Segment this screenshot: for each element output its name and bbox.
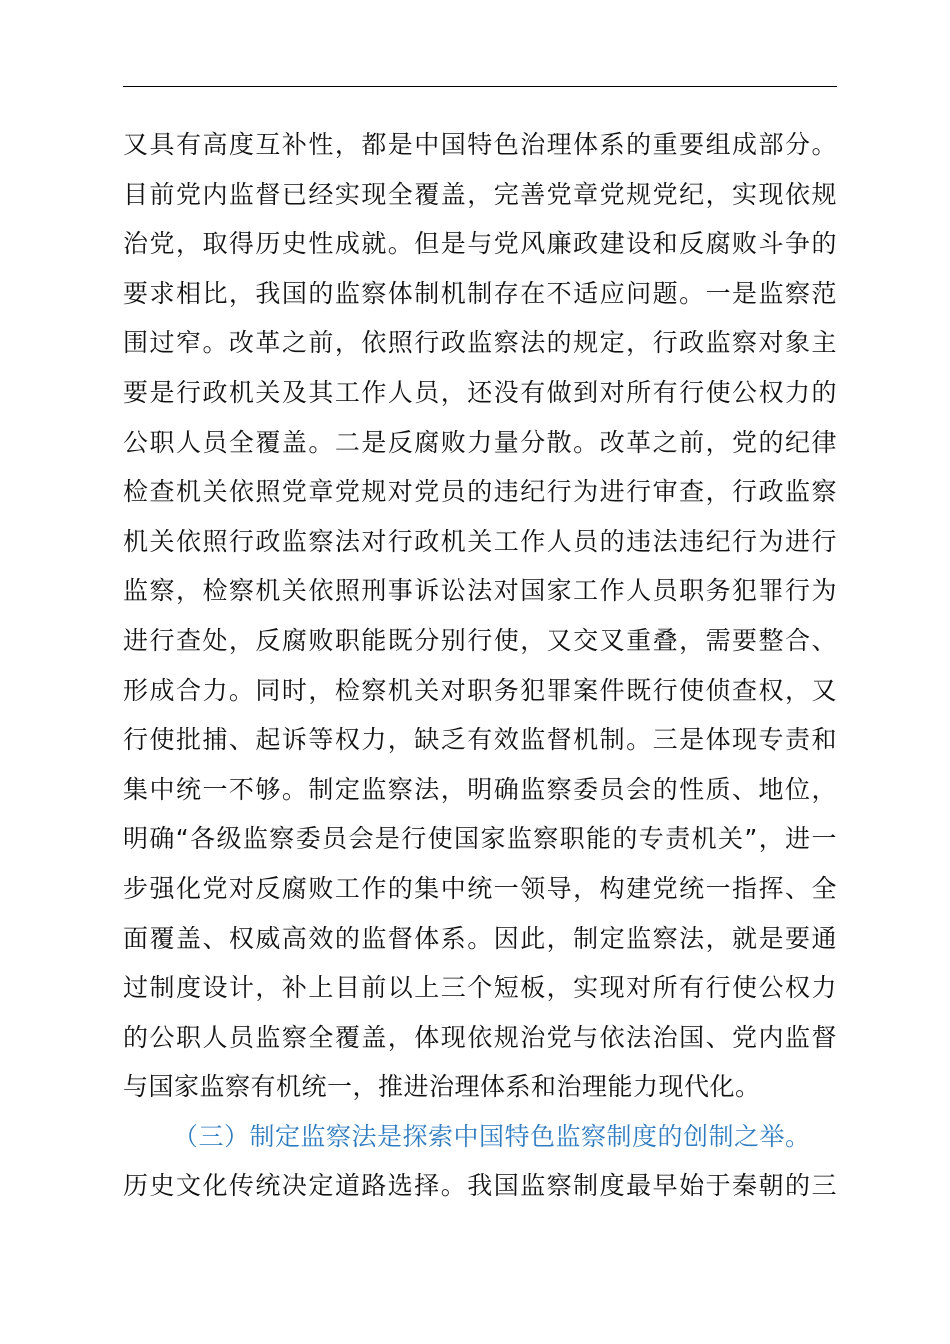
body-line-16: 步强化党对反腐败工作的集中统一领导，构建党统一指挥、全: [123, 873, 837, 903]
body-line-1: 又具有高度互补性，都是中国特色治理体系的重要组成部分。: [123, 130, 837, 159]
body-line-13: 行使批捕、起诉等权力，缺乏有效监督机制。三是体现专责和: [123, 725, 837, 755]
body-line-2: 目前党内监督已经实现全覆盖，完善党章党规党纪，实现依规: [123, 179, 837, 209]
body-line-18: 过制度设计，补上目前以上三个短板，实现对所有行使公权力: [123, 973, 837, 1003]
body-line-5: 围过窄。改革之前，依照行政监察法的规定，行政监察对象主: [123, 328, 837, 358]
body-line-10: 监察，检察机关依照刑事诉讼法对国家工作人员职务犯罪行为: [123, 576, 837, 606]
body-line-6: 要是行政机关及其工作人员，还没有做到对所有行使公权力的: [123, 377, 837, 407]
body-line-final: 历史文化传统决定道路选择。我国监察制度最早始于秦朝的三: [123, 1171, 837, 1201]
body-line-9: 机关依照行政监察法对行政机关工作人员的违法违纪行为进行: [123, 526, 837, 556]
body-line-4: 要求相比，我国的监察体制机制存在不适应问题。一是监察范: [123, 278, 837, 308]
body-line-3: 治党，取得历史性成就。但是与党风廉政建设和反腐败斗争的: [123, 229, 837, 259]
body-line-11: 进行查处，反腐败职能既分别行使，又交叉重叠，需要整合、: [123, 625, 837, 655]
section-heading: （三）制定监察法是探索中国特色监察制度的创制之举。: [173, 1121, 811, 1151]
body-line-20: 与国家监察有机统一，推进治理体系和治理能力现代化。: [123, 1072, 761, 1102]
body-line-12: 形成合力。同时，检察机关对职务犯罪案件既行使侦查权，又: [123, 675, 837, 705]
body-line-15: 明确“各级监察委员会是行使国家监察职能的专责机关”，进一: [123, 824, 837, 854]
body-line-7: 公职人员全覆盖。二是反腐败力量分散。改革之前，党的纪律: [123, 427, 837, 457]
body-line-17: 面覆盖、权威高效的监督体系。因此，制定监察法，就是要通: [123, 923, 837, 953]
body-line-8: 检查机关依照党章党规对党员的违纪行为进行审查，行政监察: [123, 477, 837, 507]
body-line-14: 集中统一不够。制定监察法，明确监察委员会的性质、地位，: [123, 774, 837, 804]
document-body: [123, 120, 837, 1211]
header-rule: [123, 86, 837, 87]
body-line-19: 的公职人员监察全覆盖，体现依规治党与依法治国、党内监督: [123, 1022, 837, 1052]
